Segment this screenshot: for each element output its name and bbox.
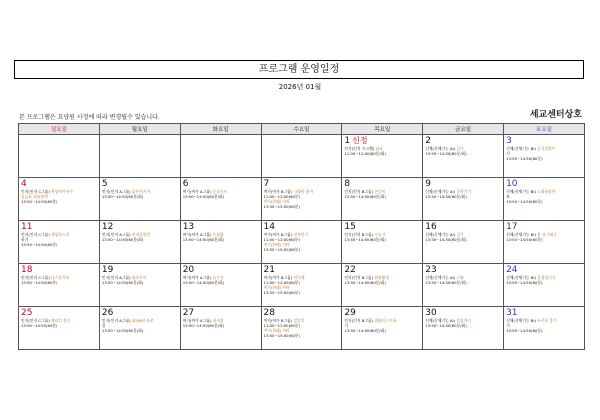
program-detail: 13:50~14:50(60분/회) [425, 280, 467, 285]
day-number-value: 12 [101, 222, 114, 232]
day-number [183, 308, 259, 318]
program-detail: 13:50~14:50(60분/회) [425, 194, 467, 199]
calendar-table [18, 123, 585, 350]
program-detail: 13:50~14:50(60분/회) [344, 237, 386, 242]
program-detail: 인지(인지 C그룹) [21, 189, 52, 194]
program-name: 학립처이아주 [51, 189, 74, 194]
program-line [425, 151, 501, 156]
program-line [102, 237, 178, 242]
program-detail: 신체(신체기능 BI) [506, 275, 538, 280]
program-line [506, 280, 582, 285]
calendar-day-cell [180, 221, 261, 264]
schedule-title: 프로그램 운영일정 [14, 60, 584, 79]
program-line [102, 280, 178, 285]
program-detail: 여가(여가 B그룹) [263, 189, 294, 194]
calendar-day-cell [99, 135, 180, 178]
program-detail: 인지(인지 B그룹) [344, 275, 375, 280]
weekday-wed: 수요일 [261, 124, 342, 135]
program-line [425, 280, 501, 285]
program-detail: 인지(인지 B그룹) [344, 232, 375, 237]
program-line [183, 237, 259, 242]
program-name: 담금표 파름볼면 [21, 194, 48, 199]
program-line [344, 151, 420, 156]
day-number [264, 265, 340, 275]
day-number-value: 13 [182, 222, 195, 232]
day-number-value: 4 [21, 179, 27, 189]
program-detail: 13:50~14:50(60분) [506, 328, 543, 333]
program-detail: 11:00~12:00(60분) [263, 194, 301, 199]
schedule-note: 본 프로그램은 요양원 사정에 따라 변경될수 있습니다. [19, 114, 160, 121]
day-number-value: 17 [506, 222, 518, 232]
program-name: 퀴티끄 좋기 [51, 318, 71, 323]
day-number [344, 222, 420, 232]
calendar-week-row [19, 307, 585, 350]
program-line [102, 328, 178, 333]
calendar-day-cell [19, 307, 100, 350]
program-detail: 13:50~14:50(60분) [21, 280, 58, 285]
program-name: 보내준한알 [131, 232, 151, 237]
program-line [425, 237, 501, 242]
program-detail: 여가(여가 A그룹) [182, 318, 213, 323]
program-name: 여가(한쾌) 카바 [263, 328, 290, 333]
program-name: 전통민기 [293, 232, 309, 237]
program-detail: 신체(신체기능 BI) [506, 146, 538, 151]
calendar-day-cell [180, 178, 261, 221]
calendar-day-cell [19, 135, 100, 178]
program-line [506, 199, 582, 204]
program-detail: 13:50~14:50(60분/회) [425, 237, 467, 242]
calendar-day-cell [99, 264, 180, 307]
program-name: 용 곤그래기 [537, 232, 557, 237]
program-detail: 인지(인지 A그룹) [101, 232, 132, 237]
calendar-day-cell [423, 135, 504, 178]
weekday-sun: 일요일 [19, 124, 100, 135]
program-detail: 인지(인지 C그룹) [21, 232, 52, 237]
calendar-day-cell [261, 264, 342, 307]
program-line [506, 328, 582, 333]
program-detail: 인지(인지 A그룹) [101, 318, 132, 323]
day-number-value: 25 [21, 308, 33, 318]
day-number [183, 222, 259, 232]
program-line [425, 323, 501, 328]
calendar-day-cell [504, 264, 585, 307]
program-name: 그름 [456, 275, 464, 280]
weekday-header-row [19, 124, 585, 135]
weekday-sat: 토요일 [504, 124, 585, 135]
day-number [425, 179, 501, 189]
program-line [506, 156, 582, 161]
calendar-day-cell [423, 221, 504, 264]
day-number [506, 308, 582, 318]
day-number [264, 179, 340, 189]
program-line [183, 280, 259, 285]
center-brand: 세교센터상호 [529, 110, 582, 120]
calendar-week-row [19, 178, 585, 221]
program-detail: 13:50~14:50(60분/회) [182, 323, 225, 328]
program-name: 붉은지키끼 [131, 189, 151, 194]
program-name: 동물키트 [212, 189, 228, 194]
program-name: 필꼬로이 [131, 275, 147, 280]
program-detail: 하기 [21, 237, 29, 242]
day-number-value: 28 [263, 308, 275, 318]
day-number [102, 222, 178, 232]
program-detail: 11:00~12:00(60분) [263, 237, 301, 242]
program-name: 필표 [375, 146, 383, 151]
program-line [102, 194, 178, 199]
program-line [183, 323, 259, 328]
program-detail: 신체(신체기능 AI) [425, 189, 457, 194]
program-detail: 13:50~14:50(60분/회) [101, 237, 144, 242]
program-line [344, 280, 420, 285]
program-name: 공기일차트 [537, 146, 556, 151]
day-number-value: 8 [344, 179, 351, 189]
program-name: 린다테 [293, 275, 305, 280]
day-number-value: 20 [182, 265, 195, 275]
weekday-fri: 금요일 [423, 124, 504, 135]
calendar-day-cell [342, 135, 423, 178]
program-name: 걸기 [456, 146, 464, 151]
program-detail: 신체(신체기능 BI) [506, 189, 538, 194]
program-name: 나스분석조 [51, 275, 70, 280]
program-detail: 기 [506, 323, 510, 328]
day-number-value: 9 [425, 179, 431, 189]
program-line [344, 328, 420, 333]
program-detail: 11:00~12:00(60분) [263, 323, 301, 328]
calendar-week-row [19, 221, 585, 264]
day-number [506, 136, 582, 146]
day-number-value: 26 [101, 308, 114, 318]
calendar-day-cell [504, 135, 585, 178]
day-number-value: 15 [344, 222, 356, 232]
program-detail: 신체(신체기능 AI) [425, 146, 457, 151]
calendar-day-cell [19, 221, 100, 264]
day-number-value: 7 [263, 179, 270, 189]
program-detail: 13:50~15:00(60분) [263, 290, 301, 295]
program-detail: 인지(인지 A그룹) [101, 275, 132, 280]
calendar-day-cell [342, 178, 423, 221]
calendar-day-cell [504, 221, 585, 264]
holiday-tag: 신정 [352, 136, 368, 145]
day-number [21, 222, 97, 232]
day-number-value: 23 [425, 265, 437, 275]
day-number-value: 19 [101, 265, 114, 275]
program-detail: 일 [101, 323, 106, 328]
calendar-day-cell [261, 178, 342, 221]
program-line [21, 280, 97, 285]
program-detail: 인지(인지 B그룹) [344, 189, 375, 194]
program-name: 세상보스리 [51, 232, 70, 237]
calendar-day-cell [504, 307, 585, 350]
program-detail: 13:50~14:50(60분) [506, 237, 543, 242]
day-number [183, 265, 259, 275]
program-detail: 여가(여가 A그룹) [182, 189, 213, 194]
program-detail: 여가(여가 A그룹) [182, 275, 213, 280]
day-number-value: 21 [263, 265, 275, 275]
day-number [506, 265, 582, 275]
weekday-mon: 월요일 [99, 124, 180, 135]
day-number [344, 308, 420, 318]
program-detail: 13:50~14:50(60분) [21, 242, 58, 247]
program-detail: 조 [506, 194, 510, 199]
program-detail: 신체(신체기능 AI) [425, 275, 457, 280]
program-detail: 13:50~14:50(60분) [21, 323, 58, 328]
day-number [264, 308, 340, 318]
program-name: 여가(한쾌) 카바 [263, 199, 290, 204]
day-number [102, 265, 178, 275]
program-name: 국화아 좋아 [293, 189, 314, 194]
weekday-thu: 목요일 [342, 124, 423, 135]
program-line [264, 247, 340, 252]
program-detail: 13:50~14:50(60분/회) [101, 328, 144, 333]
day-number-value: 24 [506, 265, 518, 275]
program-detail: 인지(인지 B그룹) [344, 318, 375, 323]
program-detail: 인지(인지 C그룹) [21, 318, 52, 323]
day-number [21, 308, 97, 318]
calendar-day-cell [423, 307, 504, 350]
calendar-day-cell [180, 135, 261, 178]
program-detail: 인지(인지 C그룹) [21, 275, 52, 280]
calendar-day-cell [180, 264, 261, 307]
program-name: 손뜸이 [374, 189, 386, 194]
program-line [264, 204, 340, 209]
program-detail: 13:50~15:00(60분) [263, 204, 301, 209]
program-line [344, 237, 420, 242]
calendar-day-cell [423, 178, 504, 221]
program-detail: 13:50~14:50(60분/회) [425, 323, 467, 328]
calendar-week-row [19, 135, 585, 178]
calendar-day-cell [261, 307, 342, 350]
program-name: 밀알기 [293, 318, 305, 323]
day-number [425, 265, 501, 275]
day-number [344, 179, 420, 189]
program-name: 여가(한쾌) 카바 [263, 285, 290, 290]
day-number-value: 10 [506, 179, 518, 189]
program-name: 칠판리스트름 [374, 318, 397, 323]
program-detail: 13:50~14:50(60분) [506, 280, 543, 285]
day-number-value: 6 [182, 179, 189, 189]
program-detail: 기 [344, 323, 349, 328]
program-detail: 13:50~15:00(60분) [263, 247, 301, 252]
calendar-day-cell [342, 221, 423, 264]
day-number [344, 265, 420, 275]
day-number [425, 308, 501, 318]
program-detail: 13:50~14:50(60분) [21, 199, 58, 204]
day-number [102, 308, 178, 318]
program-line [264, 333, 340, 338]
program-detail: 13:50~14:50(60분) [506, 156, 543, 161]
day-number-value: 3 [506, 136, 512, 146]
calendar-day-cell [261, 135, 342, 178]
program-detail: 13:50~14:50(60분/회) [344, 280, 386, 285]
day-number [21, 265, 97, 275]
day-number-value: 16 [425, 222, 437, 232]
program-name: 수놓기 [374, 232, 386, 237]
program-name: 섬집차기 [456, 318, 471, 323]
day-number [425, 222, 501, 232]
calendar-day-cell [261, 221, 342, 264]
program-detail: 신체(신체기능 AI) [425, 318, 457, 323]
calendar-day-cell [19, 264, 100, 307]
program-name: 노화하장한 [537, 189, 556, 194]
day-number [21, 179, 97, 189]
day-number-value: 18 [21, 265, 33, 275]
calendar-day-cell [504, 178, 585, 221]
calendar-day-cell [99, 178, 180, 221]
day-number [183, 179, 259, 189]
day-number [425, 136, 501, 146]
day-number [264, 222, 340, 232]
day-number-value: 31 [506, 308, 518, 318]
program-detail: 신체(신체기능 AI) [425, 232, 457, 237]
program-name: 파크볼 [212, 318, 224, 323]
program-line [183, 194, 259, 199]
program-line [21, 242, 97, 247]
program-detail: 신체(신체기능 BI) [506, 232, 538, 237]
program-name: 2026년 퓨총 [131, 318, 154, 323]
day-number [506, 179, 582, 189]
program-line [21, 199, 97, 204]
day-number-value: 1 [344, 136, 351, 146]
day-number [344, 136, 420, 146]
program-detail: 11:00~12:00(60분/회) [344, 151, 386, 156]
program-detail: 11:00~12:00(60분) [263, 280, 301, 285]
program-detail: 신체(신체기능 BI) [506, 318, 538, 323]
schedule-month: 2026년 01월 [278, 83, 322, 91]
program-line [344, 194, 420, 199]
program-name: 놀우건 [212, 275, 224, 280]
program-detail: 여가(여가 B그룹) [263, 232, 294, 237]
program-name: 손톱밟 [212, 232, 224, 237]
program-name: 공략기기 [456, 189, 471, 194]
program-detail: 여가(여가 A그룹) [182, 232, 213, 237]
calendar-day-cell [342, 264, 423, 307]
day-number-value: 5 [101, 179, 108, 189]
program-detail: 13:50~14:50(60분/회) [425, 151, 467, 156]
program-name: 걸기 [456, 232, 464, 237]
program-detail: 인지(인지 A그룹) [101, 189, 132, 194]
program-name: 훈장집키기 [537, 275, 556, 280]
program-detail: 13:50~14:50(60분/회) [344, 328, 386, 333]
program-line [21, 323, 97, 328]
program-detail: 13:50~15:00(60분) [263, 333, 301, 338]
program-detail: 13:50~14:50(60분/회) [182, 194, 225, 199]
program-name: 여가(한쾌) 카바 [263, 242, 290, 247]
program-detail: 13:50~14:50(60분/회) [344, 194, 386, 199]
program-detail: 13:50~14:50(60분/회) [101, 194, 144, 199]
calendar-day-cell [19, 178, 100, 221]
day-number-value: 14 [263, 222, 275, 232]
day-number [506, 222, 582, 232]
program-name: 두꾸운 좋기 [537, 318, 557, 323]
day-number-value: 11 [21, 222, 33, 232]
program-line [264, 290, 340, 295]
weekday-tue: 화요일 [180, 124, 261, 135]
day-number-value: 2 [425, 136, 431, 146]
program-detail: 여가(여가 B그룹) [263, 275, 294, 280]
calendar-day-cell [180, 307, 261, 350]
program-detail: 13:50~14:50(60분/회) [182, 237, 225, 242]
program-detail: 기 [506, 151, 510, 156]
program-detail: 인지(인지 프그램) [344, 146, 376, 151]
program-detail: 여가(여가 B그룹) [263, 318, 294, 323]
day-number-value: 22 [344, 265, 356, 275]
program-detail: 13:50~14:50(60분/회) [101, 280, 144, 285]
calendar-day-cell [99, 221, 180, 264]
program-detail: 13:50~14:50(60분/회) [182, 280, 225, 285]
day-number-value: 29 [344, 308, 356, 318]
program-line [425, 194, 501, 199]
day-number-value: 27 [182, 308, 195, 318]
calendar-week-row [19, 264, 585, 307]
day-number-value: 30 [425, 308, 437, 318]
calendar-day-cell [423, 264, 504, 307]
program-name: 워워활청 [374, 275, 390, 280]
calendar-day-cell [342, 307, 423, 350]
calendar-day-cell [99, 307, 180, 350]
program-detail: 13:50~14:50(60분) [506, 199, 543, 204]
program-line [506, 237, 582, 242]
day-number [102, 179, 178, 189]
